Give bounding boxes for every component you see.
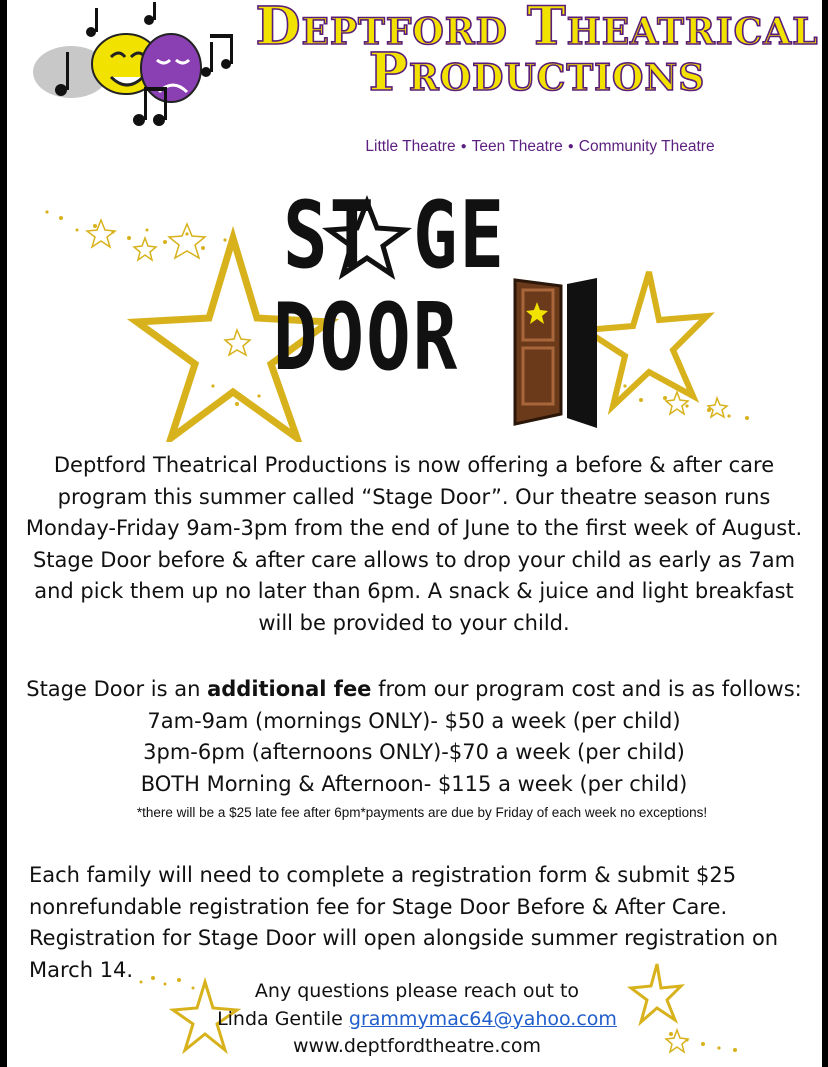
contact-email-link[interactable]: grammymac64@yahoo.com [348,1007,617,1030]
stage-word-ge: GE [413,182,507,290]
registration-paragraph: Each family will need to complete a registration form & submit $25 nonrefundable registration fee for Stage Door Before & After Care. Registration for Stage Door will open alongside summer registration on March 14. [29,863,779,982]
divisions-list [325,138,755,156]
division-teen-theatre: Teen Theatre [471,138,563,155]
bullet-icon: ● [460,141,467,152]
organization-title-line1: Deptford Theatrical [255,0,819,57]
contact-intro: Any questions please reach out to [254,980,580,1002]
bullet-icon: ● [567,141,574,152]
door-word: DOOR [273,284,460,392]
theatre-masks-logo-icon [31,2,253,130]
division-little-theatre: Little Theatre [365,138,456,155]
stage-door-banner [37,172,767,442]
fees-lead-bold: additional fee [207,677,372,701]
fees-section [19,674,809,800]
contact-person [187,1006,647,1034]
fees-lead: Stage Door is an additional fee from our program cost and is as follows: [26,677,802,701]
fee-option-afternoons: 3pm-6pm (afternoons ONLY)-$70 a week (per child) [143,740,685,764]
website-link[interactable]: www.deptfordtheatre.com [292,1035,541,1057]
contact-block [187,978,647,1061]
division-community-theatre: Community Theatre [578,138,715,155]
organization-title [252,0,822,103]
fee-option-mornings: 7am-9am (mornings ONLY)- $50 a week (per child) [147,708,681,733]
fee-option-both: BOTH Morning & Afternoon- $115 a week (per child) [140,771,688,796]
stage-word-st: ST [283,182,377,290]
organization-title-line2: Productions [368,42,706,103]
contact-name: Linda Gentile [217,1007,349,1030]
intro-paragraph: Deptford Theatrical Productions is now offering a before & after care program this summer called “Stage Door”. Our theatre season runs Monday-Friday 9am-3pm from the end of June to the first week of August. Stage Door before & after care allows to drop your child as early as 7am and pick them up no later than 6pm. A snack & juice and light breakfast will be provided to your child. [25,453,803,635]
door-icon [515,278,597,428]
flyer-page [7,0,822,1067]
late-fee-note: *there will be a $25 late fee after 6pm*payments are due by Friday of each week no exceptions! [136,805,708,820]
